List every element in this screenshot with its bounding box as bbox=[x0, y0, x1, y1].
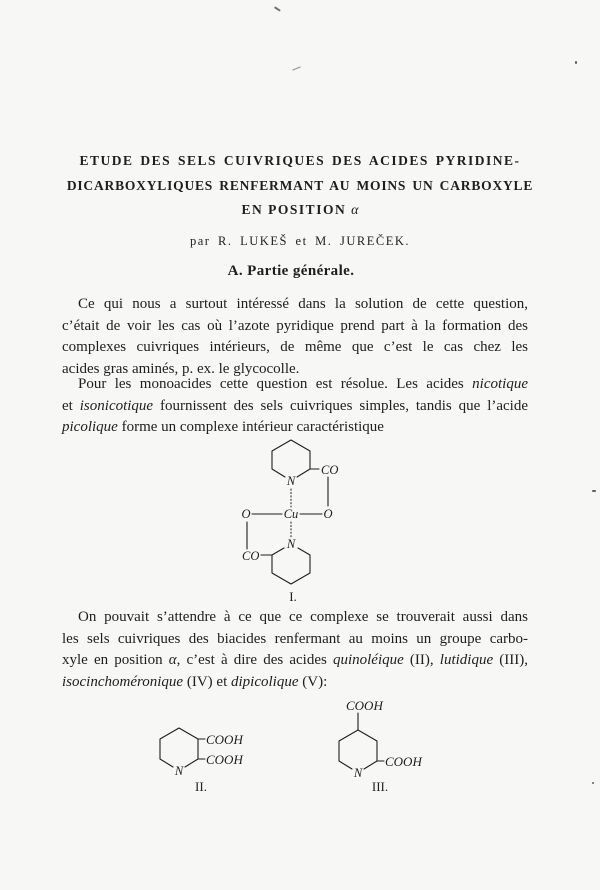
article-title-line-2: DICARBOXYLIQUES RENFERMANT AU MOINS UN CARBOXYLE bbox=[66, 178, 534, 193]
pyridine-ring bbox=[160, 728, 198, 767]
text-run: Pour les monoacides cette question est résolue. Les acides bbox=[78, 376, 473, 392]
carboxyl-label-upper: COOH bbox=[206, 732, 243, 747]
text-run: (II), bbox=[403, 652, 440, 668]
alpha-symbol: α bbox=[351, 203, 359, 218]
text-run: xyle en position bbox=[62, 652, 169, 668]
italic-term: lutidique bbox=[439, 652, 494, 668]
text-line bbox=[62, 672, 528, 694]
scan-speck bbox=[575, 61, 577, 64]
carboxyl-label-top: COOH bbox=[346, 698, 383, 713]
carboxyl-label-lower: COOH bbox=[206, 752, 243, 767]
structure-I-diagram bbox=[230, 432, 360, 607]
text-run: acides gras aminés, p. ex. le glycocolle. bbox=[62, 360, 300, 377]
text-line bbox=[62, 374, 528, 396]
oxygen-label-left: O bbox=[241, 507, 251, 521]
pyridine-ring bbox=[339, 730, 377, 769]
structure-caption-I: I. bbox=[289, 589, 297, 604]
nitrogen-label: N bbox=[174, 764, 184, 778]
italic-term: α bbox=[168, 652, 177, 668]
structure-caption-III: III. bbox=[371, 779, 389, 794]
italic-term: nicotique bbox=[472, 376, 528, 392]
text-run: (III), bbox=[493, 652, 528, 668]
paragraph-2 bbox=[62, 374, 528, 439]
text-run: On pouvait s’attendre à ce que ce complexe se trouverait aussi dans bbox=[78, 609, 528, 625]
text-run: fournissent des sels cuivriques simples, tandis que l’acide bbox=[153, 397, 529, 414]
scan-speck bbox=[592, 490, 596, 492]
text-line bbox=[62, 316, 528, 338]
text-line bbox=[62, 337, 528, 359]
text-run: (IV) et bbox=[183, 673, 231, 690]
article-title-line-3 bbox=[0, 200, 600, 220]
authors-line: par R. LUKEŠ et M. JUREČEK. bbox=[189, 234, 411, 248]
section-heading: A. Partie générale. bbox=[227, 263, 355, 279]
paragraph-1 bbox=[62, 294, 528, 380]
structure-caption-II: II. bbox=[195, 779, 207, 794]
carbonyl-label-lower: CO bbox=[242, 549, 260, 563]
italic-term: dipicolique bbox=[231, 673, 299, 690]
article-title-line-1: ETUDE DES SELS CUIVRIQUES DES ACIDES PYRIDINE- bbox=[79, 153, 521, 168]
copper-label: Cu bbox=[283, 507, 299, 521]
nitrogen-label: N bbox=[353, 766, 363, 780]
upper-pyridine-ring bbox=[272, 440, 310, 477]
text-line bbox=[62, 650, 528, 672]
scan-speck bbox=[592, 782, 594, 784]
text-run: forme un complexe intérieur caractéristique bbox=[117, 419, 384, 435]
lower-pyridine-ring bbox=[272, 548, 310, 584]
text-run: les sels cuivriques des biacides renfermant au moins un groupe carbo- bbox=[62, 630, 528, 647]
oxygen-label-right: O bbox=[323, 507, 333, 521]
italic-term: picolique bbox=[62, 419, 118, 435]
text-run: Ce qui nous a surtout intéressé dans la solution de cette question, bbox=[78, 296, 528, 312]
text-run: et bbox=[62, 397, 80, 414]
paragraph-3 bbox=[62, 607, 528, 693]
scan-speck bbox=[274, 6, 281, 11]
text-run: , c’est à dire des acides bbox=[176, 652, 333, 668]
text-line bbox=[62, 294, 528, 316]
article-title-text: EN POSITION bbox=[241, 202, 347, 217]
carbonyl-label-upper: CO bbox=[321, 463, 339, 477]
text-run: c’était de voir les cas où l’azote pyridique prend part à la formation des bbox=[62, 317, 528, 334]
scan-speck bbox=[292, 66, 301, 70]
text-line bbox=[62, 607, 528, 629]
text-run: complexes cuivriques intérieurs, de même que c’est le cas chez les bbox=[62, 339, 528, 355]
italic-term: isonicotique bbox=[79, 397, 154, 414]
text-line bbox=[62, 629, 528, 651]
text-line bbox=[62, 396, 528, 418]
nitrogen-label-upper: N bbox=[286, 474, 296, 488]
italic-term: isocinchoméronique bbox=[62, 673, 184, 690]
text-run: (V): bbox=[298, 673, 328, 690]
italic-term: quinoléique bbox=[332, 652, 404, 668]
carboxyl-label-side: COOH bbox=[385, 754, 422, 769]
structure-II-diagram bbox=[145, 718, 260, 798]
nitrogen-label-lower: N bbox=[286, 537, 296, 551]
structure-III-diagram bbox=[330, 695, 440, 800]
